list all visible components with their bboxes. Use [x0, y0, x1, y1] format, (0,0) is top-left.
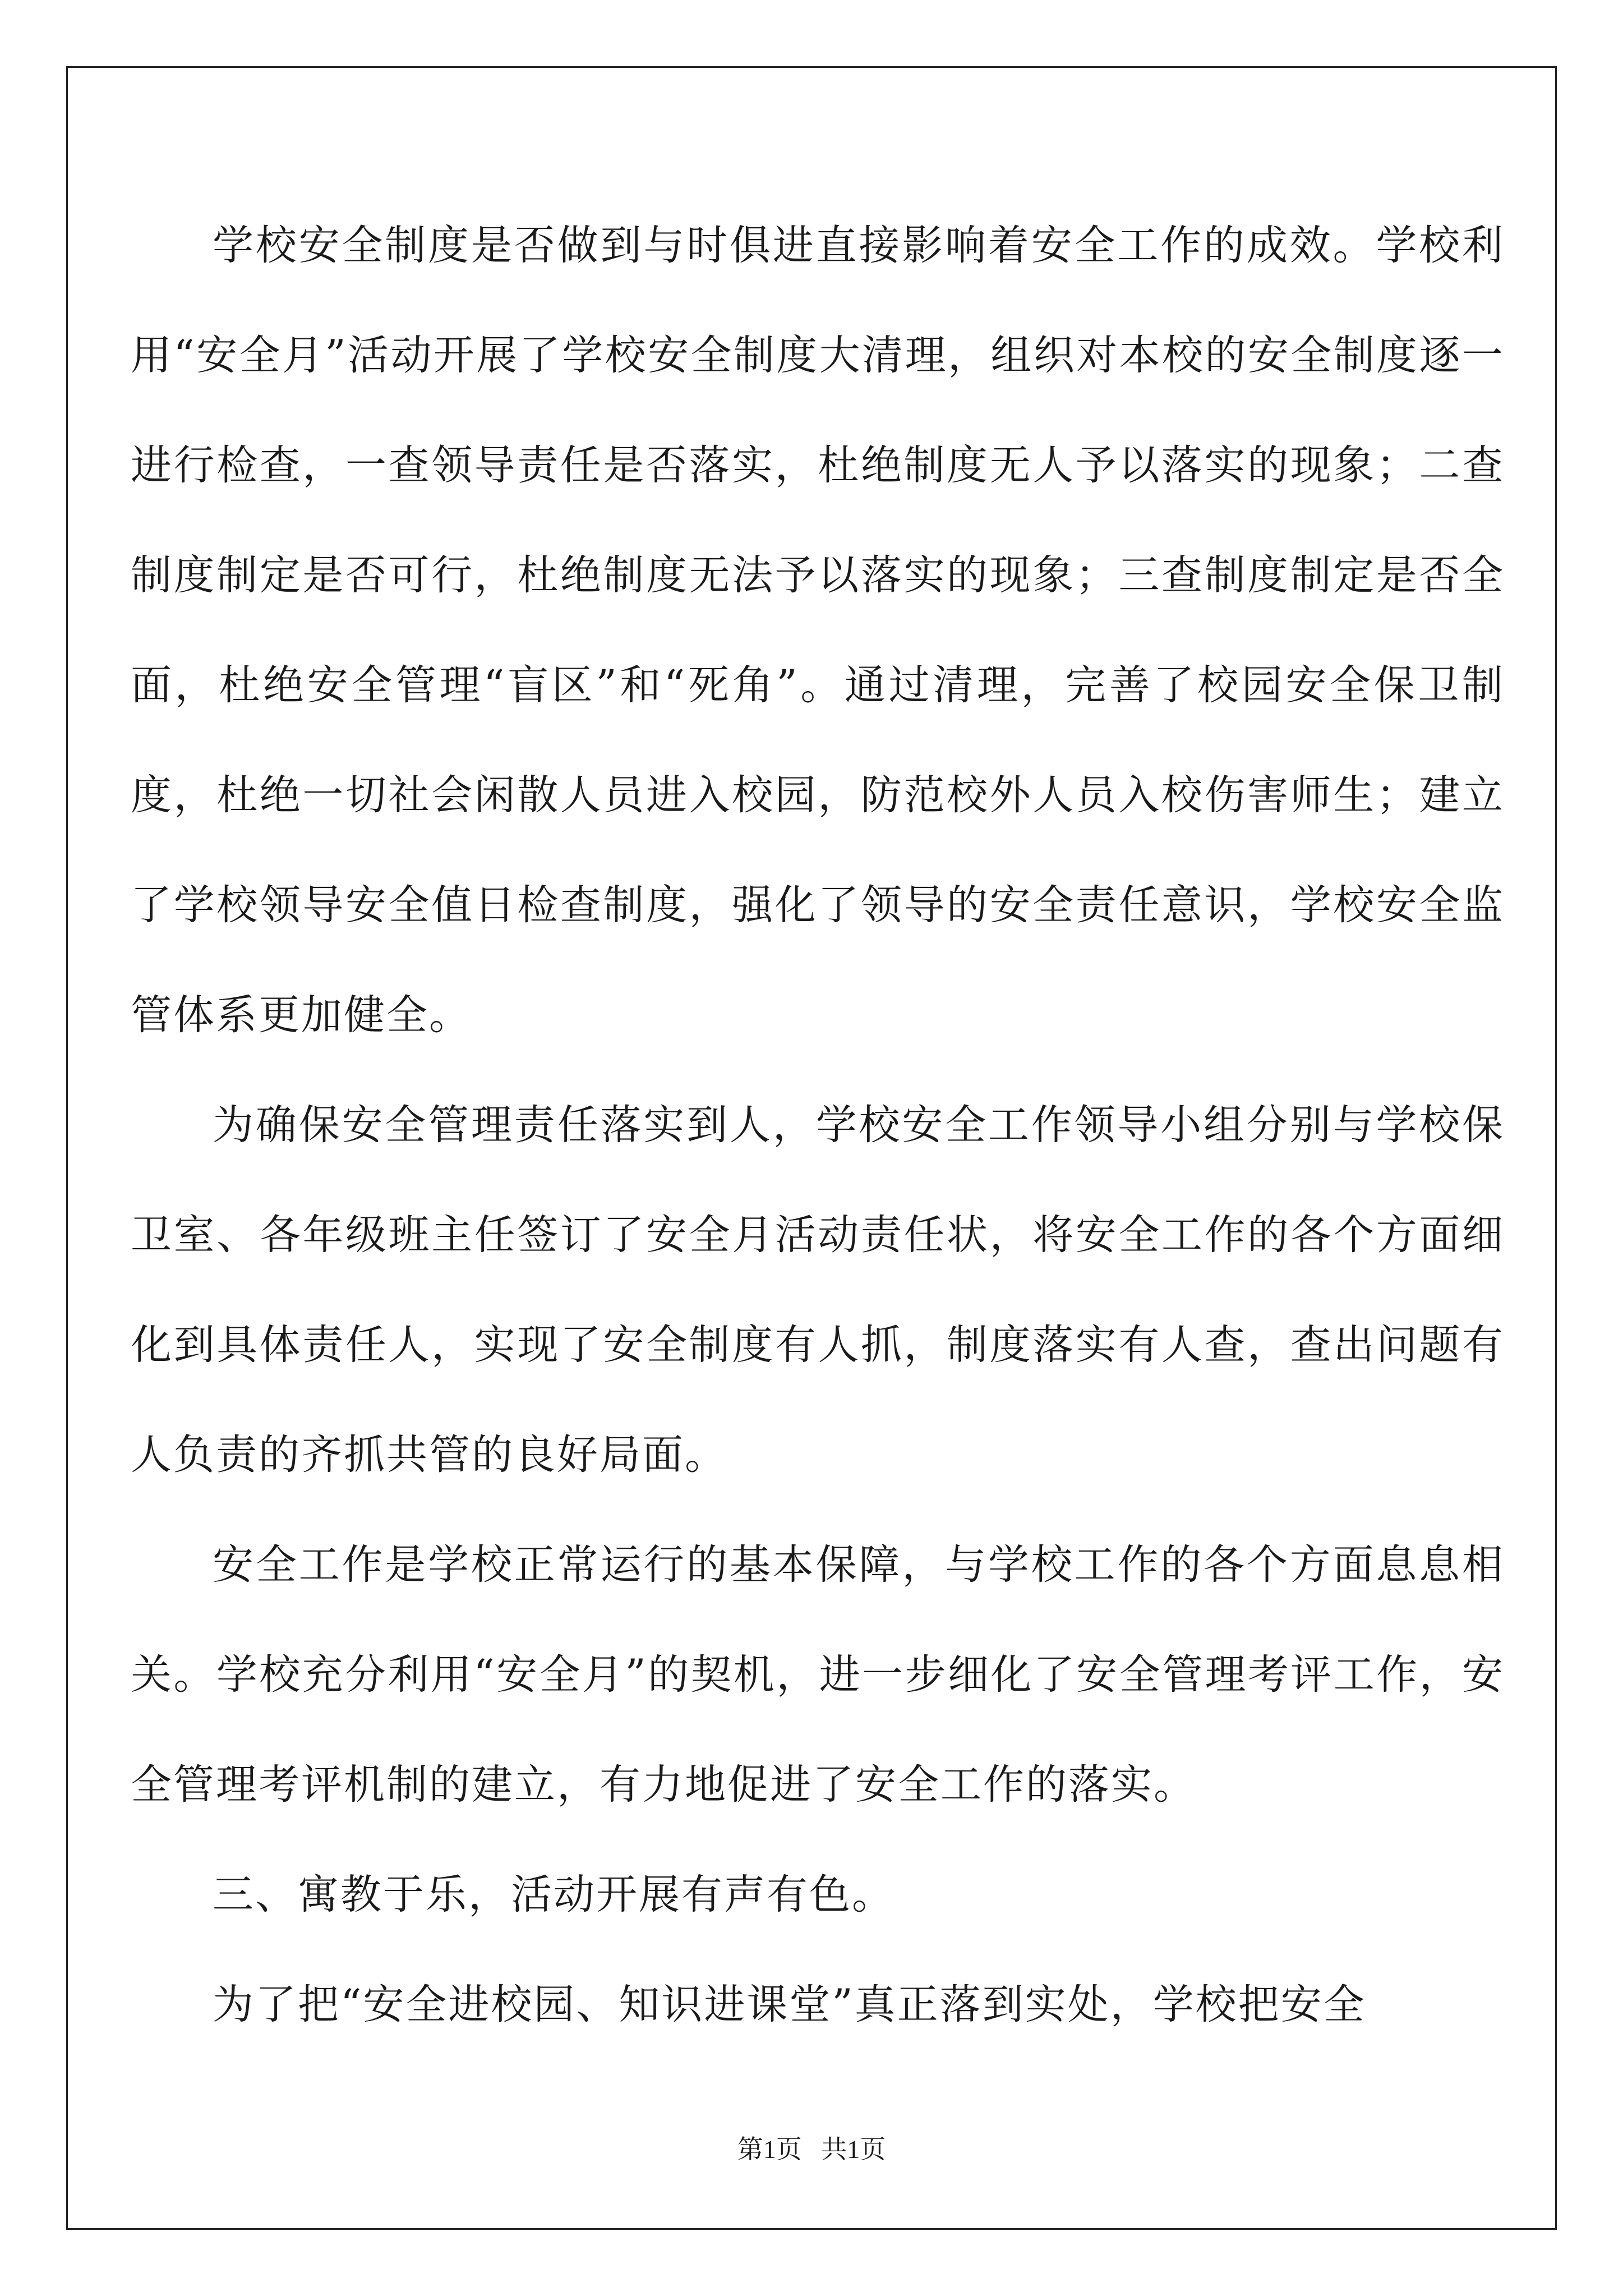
page-footer: 第1页 共1页: [737, 2135, 886, 2164]
document-body: [131, 191, 1505, 2060]
paragraph-1: 学校安全制度是否做到与时俱进直接影响着安全工作的成效。学校利用“安全月”活动开展了学校安全制度大清理，组织对本校的安全制度逐一进行检查，一查领导责任是否落实，杜绝制度无人予以落实的现象；二查制度制定是否可行，杜绝制度无法予以落实的现象；三查制度制定是否全面，杜绝安全管理“盲区”和“死角”。通过清理，完善了校园安全保卫制度，杜绝一切社会闲散人员进入校园，防范校外人员入校伤害师生；建立了学校领导安全值日检查制度，强化了领导的安全责任意识，学校安全监管体系更加健全。: [131, 222, 1505, 1039]
paragraph-5: 为了把“安全进校园、知识进课堂”真正落到实处，学校把安全: [213, 1981, 1366, 2028]
paragraph-3: 安全工作是学校正常运行的基本保障，与学校工作的各个方面息息相关。学校充分利用“安全月”的契机，进一步细化了安全管理考评工作，安全管理考评机制的建立，有力地促进了安全工作的落实。: [131, 1541, 1505, 1809]
paragraph-4: 三、寓教于乐，活动开展有声有色。: [213, 1871, 895, 1918]
paragraph-2: 为确保安全管理责任落实到人，学校安全工作领导小组分别与学校保卫室、各年级班主任签订了安全月活动责任状，将安全工作的各个方面细化到具体责任人，实现了安全制度有人抓，制度落实有人查，查出问题有人负责的齐抓共管的良好局面。: [131, 1101, 1505, 1479]
